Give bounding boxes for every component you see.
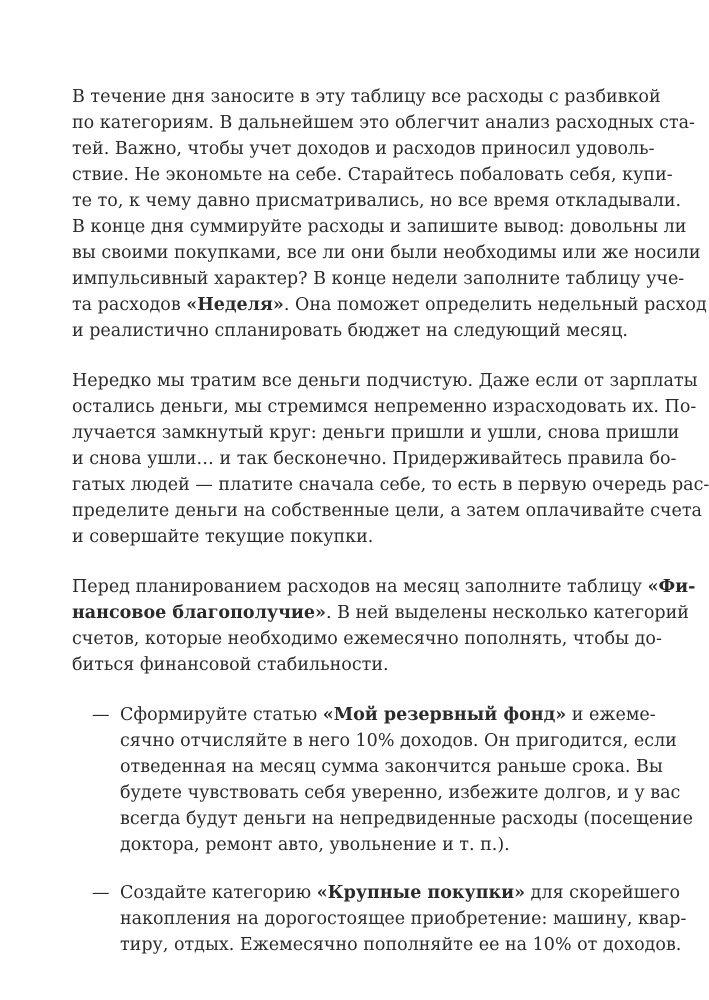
text-line: пределите деньги на собственные цели, а затем оплачивайте счета [72,501,702,521]
text-line: остались деньги, мы стремимся непременно израсходовать их. По- [72,397,697,417]
text-line: будете чувствовать себя уверенно, избежите долгов, и у вас [120,783,681,803]
text-run: и ежеме- [566,705,656,725]
bold-term-financial-wellbeing-cont: нансовое благополучие» [72,603,326,623]
paragraph-expenses-table [72,84,707,344]
text-run: та расходов [72,295,187,315]
text-run: для скорейшего [525,883,680,903]
text-line: и совершайте текущие покупки. [72,527,374,547]
list-item-reserve-fund [72,702,693,858]
text-run: . В ней выделены несколько категорий [325,603,689,623]
text-line: тей. Важно, чтобы учет доходов и расходов приносил удоволь- [72,139,655,159]
list-item-big-purchases [72,880,687,958]
text-line [120,880,680,906]
text-line: гатых людей — платите сначала себе, то есть в первую очередь рас- [72,475,709,495]
text-line: всегда будут деньги на непредвиденные расходы (посещение [120,809,693,829]
list-dash: — [92,705,110,725]
text-line: счетов, которые необходимо ежемесячно пополнять, чтобы до- [72,629,662,649]
text-line: накопления на дорогостоящее приобретение: машину, квар- [120,909,687,929]
text-line: доктора, ремонт авто, увольнение и т. п.). [120,835,510,855]
paragraph-financial-wellbeing [72,574,696,678]
text-line: отведенная на месяц сумма закончится раньше срока. Вы [120,757,663,777]
text-line: и снова ушли… и так бесконечно. Придерживайтесь правила бо- [72,449,677,469]
text-run: Сформируйте статью [120,705,323,725]
text-line: сячно отчисляйте в него 10% доходов. Он пригодится, если [120,731,677,751]
text-line: вы своими покупками, все ли они были необходимы или же носили [72,243,701,263]
paragraph-pay-yourself [72,368,709,550]
text-run: Перед планированием расходов на месяц заполните таблицу [72,577,648,597]
text-line: те то, к чему давно присматривались, но все время откладывали. [72,191,682,211]
text-run: . Она поможет определить недельный расход [283,295,707,315]
text-line [72,292,707,318]
text-line: Нередко мы тратим все деньги подчистую. Даже если от зарплаты [72,371,698,391]
list-dash: — [92,883,110,903]
bold-term-week: «Неделя» [186,295,284,315]
text-line [120,702,656,728]
text-line: и реалистично спланировать бюджет на следующий месяц. [72,321,628,341]
text-line: импульсивный характер? В конце недели заполните таблицу уче- [72,269,685,289]
text-line: В конце дня суммируйте расходы и запишите вывод: довольны ли [72,217,687,237]
text-line: лучается замкнутый круг: деньги пришли и ушли, снова пришли [72,423,680,443]
text-line: В течение дня заносите в эту таблицу все расходы с разбивкой [72,87,661,107]
text-run: Создайте категорию [120,883,317,903]
text-line [72,574,696,600]
bold-term-financial-wellbeing: «Фи- [647,577,696,597]
text-line: по категориям. В дальнейшем это облегчит анализ расходных ста- [72,113,695,133]
text-line: биться финансовой стабильности. [72,655,389,675]
text-line: тиру, отдых. Ежемесячно пополняйте ее на 10% от доходов. [120,935,682,955]
page-body [72,84,709,980]
text-line [72,600,689,626]
bold-term-reserve-fund: «Мой резервный фонд» [322,705,567,725]
text-line: ствие. Не экономьте на себе. Старайтесь побаловать себя, купи- [72,165,673,185]
bold-term-big-purchases: «Крупные покупки» [316,883,526,903]
